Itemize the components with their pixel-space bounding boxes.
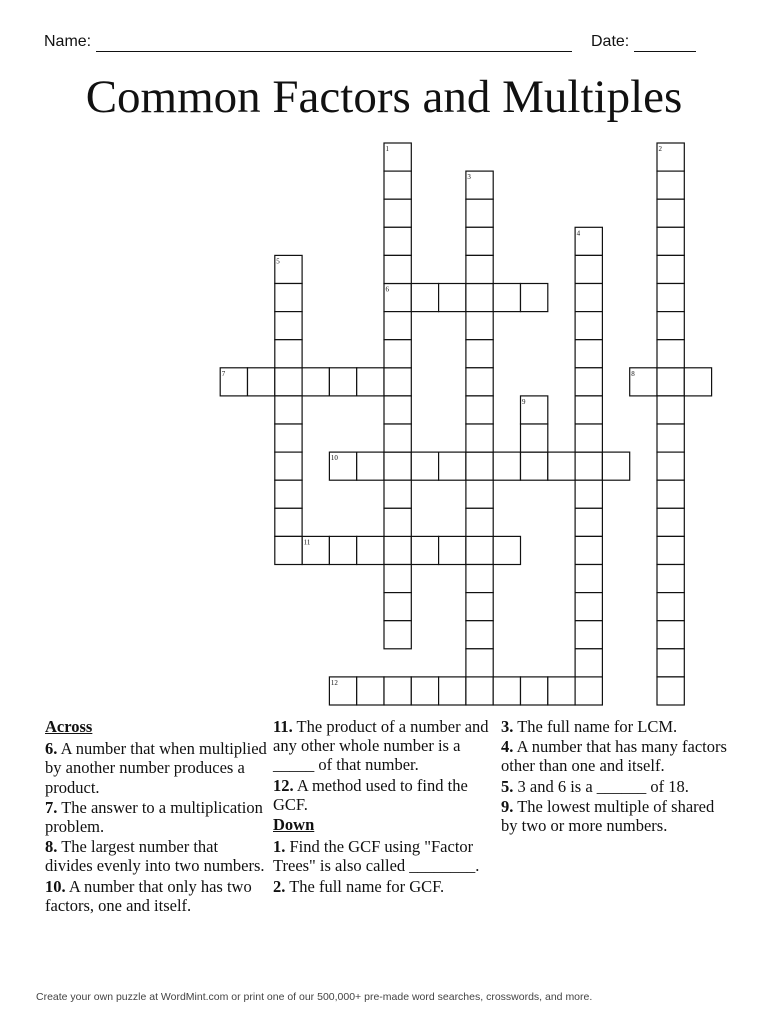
grid-cell (439, 677, 466, 705)
grid-cell (575, 452, 602, 480)
across-heading: Across (45, 717, 93, 736)
grid-cell (411, 536, 438, 564)
grid-cell (411, 452, 438, 480)
grid-cell (657, 508, 684, 536)
page-title: Common Factors and Multiples (85, 71, 683, 123)
grid-cell (657, 199, 684, 227)
grid-cell (466, 227, 493, 255)
grid-cell (602, 452, 629, 480)
grid-cell (466, 284, 493, 312)
grid-cell (275, 284, 302, 312)
clue-across-11: 11. The product of a number and any other whole number is a _____ of that number. (273, 717, 489, 775)
grid-cell (466, 424, 493, 452)
clue-across-6: 6. A number that when multiplied by another number produces a product. (45, 739, 267, 797)
grid-cell (357, 536, 384, 564)
grid-cell (466, 536, 493, 564)
grid-cell (275, 312, 302, 340)
grid-cell (384, 312, 411, 340)
grid-cell (466, 621, 493, 649)
down-heading: Down (273, 815, 315, 835)
name-label: Name: (44, 33, 92, 50)
grid-cell (466, 199, 493, 227)
grid-cell (384, 255, 411, 283)
date-label: Date: (591, 33, 630, 50)
grid-clue-number: 9 (522, 397, 526, 406)
grid-cell (657, 452, 684, 480)
grid-cell (575, 396, 602, 424)
clue-down-1: 1. Find the GCF using "Factor Trees" is also called ________. (273, 837, 480, 876)
grid-cell (575, 255, 602, 283)
grid-cell (384, 565, 411, 593)
grid-cell (548, 452, 575, 480)
grid-cell (275, 396, 302, 424)
grid-cell (657, 649, 684, 677)
grid-cell (275, 340, 302, 368)
grid-cell (575, 312, 602, 340)
clue-across-7: 7. The answer to a multiplication problem. (45, 797, 263, 837)
grid-cell (329, 536, 356, 564)
grid-cell (466, 565, 493, 593)
grid-clue-number: 7 (221, 369, 226, 378)
grid-cell (248, 368, 275, 396)
clues-column-3 (501, 717, 731, 836)
grid-cell (657, 312, 684, 340)
grid-cell (275, 480, 302, 508)
grid-cell (466, 396, 493, 424)
grid-cell (275, 452, 302, 480)
grid-cell (466, 452, 493, 480)
grid-cell (384, 677, 411, 705)
grid-cell (575, 536, 602, 564)
grid-clue-number: 12 (330, 678, 338, 687)
grid-cell (466, 368, 493, 396)
grid-cell (657, 621, 684, 649)
grid-cell (657, 340, 684, 368)
grid-cell (521, 424, 548, 452)
clues-column-1 (45, 717, 267, 916)
grid-cell (357, 452, 384, 480)
grid-clue-number: 8 (631, 369, 635, 378)
grid-cell (384, 396, 411, 424)
grid-cell (466, 677, 493, 705)
grid-cell (384, 480, 411, 508)
grid-cell (466, 480, 493, 508)
clue-across-8: 8. The largest number that divides evenly into two numbers. (45, 837, 265, 876)
clue-across-10: 10. A number that only has two factors, one and itself. (45, 876, 252, 915)
grid-cell (657, 227, 684, 255)
grid-clue-number: 1 (385, 145, 389, 153)
grid-cell (329, 368, 356, 396)
grid-cell (575, 593, 602, 621)
grid-cell (466, 593, 493, 621)
grid-cell (466, 508, 493, 536)
grid-cell (466, 312, 493, 340)
grid-cell (684, 368, 711, 396)
grid-cell (657, 536, 684, 564)
clue-down-3: 3. The full name for LCM. (501, 717, 678, 736)
grid-cell (275, 536, 302, 564)
grid-cell (657, 255, 684, 283)
grid-cell (302, 368, 329, 396)
grid-cell (439, 452, 466, 480)
grid-cell (575, 480, 602, 508)
grid-cell (384, 368, 411, 396)
grid-clue-number: 10 (330, 454, 338, 463)
grid-cell (493, 284, 520, 312)
grid-cell (384, 508, 411, 536)
grid-cell (493, 536, 520, 564)
grid-cell (657, 171, 684, 199)
grid-cell (357, 368, 384, 396)
grid-clue-number: 4 (576, 229, 581, 238)
grid-cell (384, 452, 411, 480)
grid-cell (384, 424, 411, 452)
grid-cell (657, 396, 684, 424)
grid-cell (384, 340, 411, 368)
grid-cell (575, 284, 602, 312)
grid-clue-number: 3 (467, 173, 471, 182)
clues-column-2 (273, 717, 495, 897)
grid-cell (384, 227, 411, 255)
grid-cell (439, 284, 466, 312)
grid-cell (275, 508, 302, 536)
grid-cell (657, 284, 684, 312)
footer-text: Create your own puzzle at WordMint.com or print one of our 500,000+ pre-made word searches, crosswords, and more. (36, 991, 593, 1003)
grid-cell (575, 621, 602, 649)
grid-clue-number: 6 (385, 285, 389, 294)
grid-cell (575, 508, 602, 536)
grid-cell (411, 677, 438, 705)
grid-cell (411, 284, 438, 312)
grid-cell (466, 649, 493, 677)
grid-cell (384, 171, 411, 199)
grid-cell (357, 677, 384, 705)
grid-cell (575, 565, 602, 593)
grid-clue-number: 11 (303, 538, 311, 547)
grid-clue-number: 5 (276, 257, 280, 266)
grid-cell (384, 593, 411, 621)
clue-across-12: 12. A method used to find the GCF. (273, 775, 468, 814)
grid-cell (575, 368, 602, 396)
grid-cell (657, 593, 684, 621)
grid-cell (275, 368, 302, 396)
grid-cell (657, 480, 684, 508)
grid-cell (384, 621, 411, 649)
grid-cell (657, 368, 684, 396)
grid-clue-number: 2 (658, 145, 662, 153)
grid-cell (493, 677, 520, 705)
grid-cell (657, 565, 684, 593)
grid-cell (575, 649, 602, 677)
clue-down-2: 2. The full name for GCF. (273, 876, 445, 896)
grid-cell (521, 284, 548, 312)
grid-cell (548, 677, 575, 705)
grid-cell (521, 452, 548, 480)
clue-down-4: 4. A number that has many factors other than one and itself. (501, 737, 727, 776)
grid-cell (575, 677, 602, 705)
grid-cell (384, 536, 411, 564)
clue-down-9: 9. The lowest multiple of shared by two or more numbers. (501, 796, 715, 836)
grid-cell (575, 340, 602, 368)
grid-cell (466, 255, 493, 283)
grid-cell (657, 677, 684, 705)
grid-cell (575, 424, 602, 452)
grid-cell (275, 424, 302, 452)
grid-cell (439, 536, 466, 564)
grid-cell (466, 340, 493, 368)
grid-cell (384, 199, 411, 227)
clue-down-5: 5. 3 and 6 is a ______ of 18. (501, 776, 689, 796)
grid-cell (657, 424, 684, 452)
grid-cell (521, 677, 548, 705)
grid-cell (493, 452, 520, 480)
